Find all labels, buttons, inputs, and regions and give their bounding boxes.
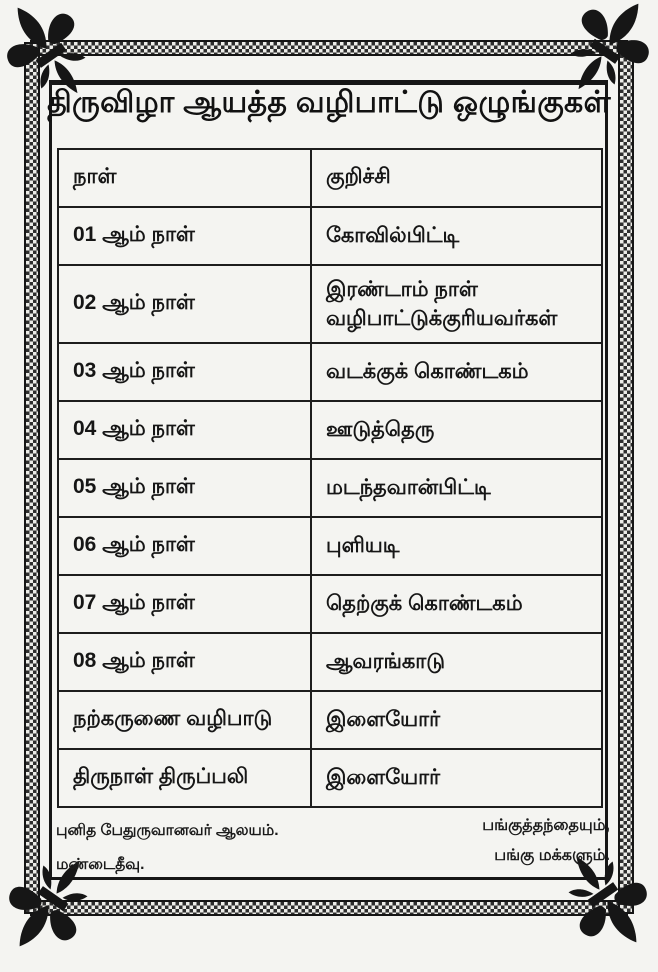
day-cell: திருநாள் திருப்பலி xyxy=(58,749,311,807)
assignment-cell: ஆவரங்காடு xyxy=(311,633,602,691)
day-cell: 07 ஆம் நாள் xyxy=(58,575,311,633)
table-row xyxy=(58,265,602,343)
assignment-cell: புளியடி xyxy=(311,517,602,575)
table-header-row xyxy=(58,149,602,207)
border-band-left xyxy=(24,42,40,914)
table-row xyxy=(58,517,602,575)
worship-schedule-table xyxy=(57,148,603,808)
page-title: திருவிழா ஆயத்த வழிபாட்டு ஒழுங்குகள் xyxy=(47,86,611,119)
assignment-cell: இளையோர் xyxy=(311,749,602,807)
day-cell: 08 ஆம் நாள் xyxy=(58,633,311,691)
table-row xyxy=(58,691,602,749)
border-band-bottom xyxy=(30,900,628,916)
day-cell: நற்கருணை வழிபாடு xyxy=(58,691,311,749)
assignment-cell: இளையோர் xyxy=(311,691,602,749)
assignment-cell: கோவில்பிட்டி xyxy=(311,207,602,265)
assignment-cell: ஊடுத்தெரு xyxy=(311,401,602,459)
column-header-day: நாள் xyxy=(58,149,311,207)
footer-priest-line: பங்குத்தந்தையும், xyxy=(482,817,610,834)
footer-people-line: பங்கு மக்களும். xyxy=(494,847,610,864)
table-row xyxy=(58,401,602,459)
day-cell: 01 ஆம் நாள் xyxy=(58,207,311,265)
table-row xyxy=(58,207,602,265)
day-cell: 04 ஆம் நாள் xyxy=(58,401,311,459)
assignment-cell: மடந்தவான்பிட்டி xyxy=(311,459,602,517)
column-header-assignment: குறிச்சி xyxy=(311,149,602,207)
table-row xyxy=(58,459,602,517)
border-band-right xyxy=(618,42,634,914)
assignment-cell: இரண்டாம் நாள் வழிபாட்டுக்குரியவர்கள் xyxy=(311,265,602,343)
assignment-cell: தெற்குக் கொண்டகம் xyxy=(311,575,602,633)
day-cell: 05 ஆம் நாள் xyxy=(58,459,311,517)
assignment-cell: வடக்குக் கொண்டகம் xyxy=(311,343,602,401)
border-band-top xyxy=(30,40,628,56)
table-row xyxy=(58,343,602,401)
footer-church-line: புனித பேதுருவானவர் ஆலயம். xyxy=(56,822,279,839)
day-cell: 03 ஆம் நாள் xyxy=(58,343,311,401)
footer-signatories xyxy=(482,816,610,876)
day-cell: 06 ஆம் நாள் xyxy=(58,517,311,575)
table-row xyxy=(58,749,602,807)
table-row xyxy=(58,633,602,691)
table-row xyxy=(58,575,602,633)
day-cell: 02 ஆம் நாள் xyxy=(58,265,311,343)
footer-church-name xyxy=(56,822,279,890)
footer-place-line: மண்டைதீவு. xyxy=(56,856,145,873)
